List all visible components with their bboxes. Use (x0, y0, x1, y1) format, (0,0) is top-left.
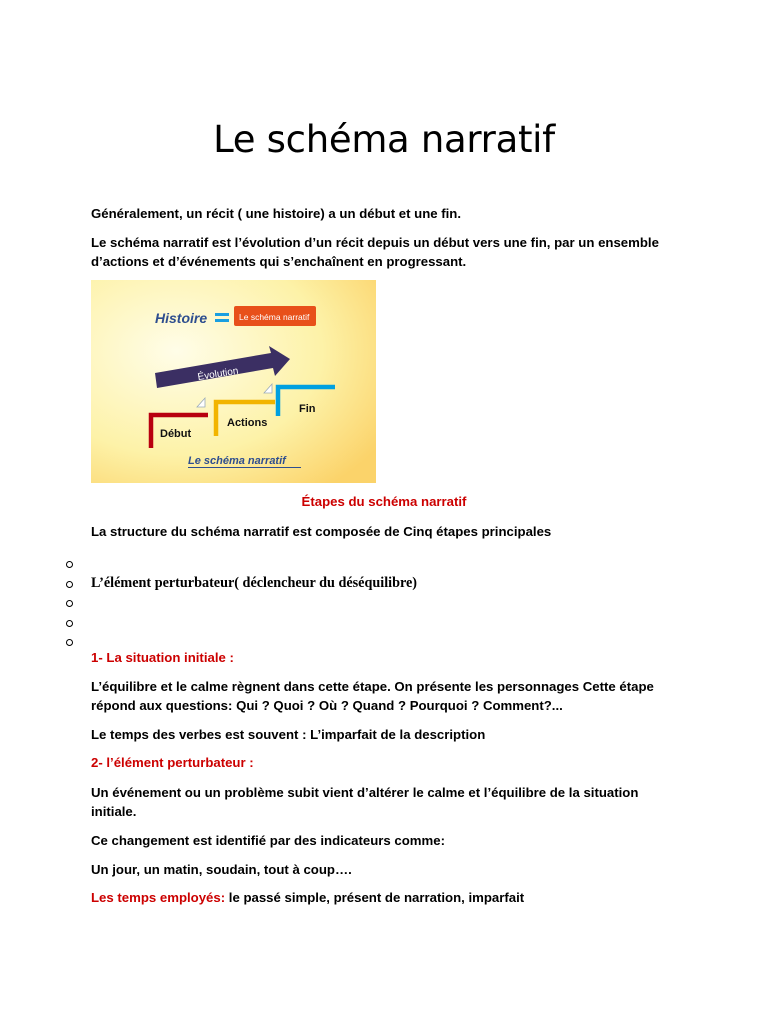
list-item (66, 594, 486, 614)
bullet-circle-icon (66, 561, 73, 568)
bullet-circle-icon (66, 581, 73, 588)
narrative-schema-figure (91, 280, 376, 483)
section-1-tense: Le temps des verbes est souvent : L’imparfait de la description (91, 727, 486, 742)
bullet-circle-icon (66, 600, 73, 607)
section-1-heading: 1- La situation initiale : (91, 650, 234, 665)
equals-bar-top (215, 313, 229, 316)
section-2-line-1: Un événement ou un problème subit vient d’altérer le calme et l’équilibre de la situation (91, 785, 639, 800)
list-item (66, 555, 486, 575)
equals-bar-bottom (215, 319, 229, 322)
bullet-text: L’élément perturbateur( déclencheur du déséquilibre) (91, 574, 418, 591)
figure-badge-label: Le schéma narratif (239, 312, 310, 322)
bullet-circle-icon (66, 620, 73, 627)
figure-debut-label: Début (160, 428, 192, 440)
list-item (66, 575, 486, 595)
section-2-tenses (91, 888, 691, 907)
figure-fin-label: Fin (299, 403, 316, 415)
tenses-value: le passé simple, présent de narration, imparfait (225, 890, 525, 905)
intro-paragraph-2-line-2: d’actions et d’événements qui s’enchaînent en progressant. (91, 254, 467, 269)
figure-actions-label: Actions (227, 417, 268, 429)
intro-paragraph-2-line-1: Le schéma narratif est l’évolution d’un récit depuis un début vers une fin, par un ensemble (91, 235, 659, 250)
section-1-line-2: répond aux questions: Qui ? Quoi ? Où ? Quand ? Pourquoi ? Comment?... (91, 698, 563, 713)
figure-caption-label: Le schéma narratif (188, 455, 286, 467)
figure-caption: Étapes du schéma narratif (301, 494, 467, 509)
figure-evolution-label: Évolution (196, 365, 240, 384)
section-2-indicators: Ce changement est identifié par des indicateurs comme: (91, 833, 445, 848)
intro-paragraph-1: Généralement, un récit ( une histoire) a un début et une fin. (91, 206, 462, 221)
section-2-line-2: initiale. (91, 804, 137, 819)
section-2-heading: 2- l’élément perturbateur : (91, 755, 254, 770)
page-title: Le schéma narratif (213, 118, 555, 161)
tenses-label: Les temps employés: (91, 890, 226, 905)
structure-paragraph: La structure du schéma narratif est composée de Cinq étapes principales (91, 524, 552, 539)
section-2-examples: Un jour, un matin, soudain, tout à coup…. (91, 862, 352, 877)
figure-histoire-label: Histoire (155, 310, 208, 326)
figure-caption-underline (188, 467, 301, 468)
bullet-list (66, 555, 486, 653)
section-1-line-1: L’équilibre et le calme règnent dans cette étape. On présente les personnages Cette étape (91, 679, 654, 694)
bullet-circle-icon (66, 639, 73, 646)
list-item (66, 614, 486, 634)
figure-background (91, 280, 376, 483)
